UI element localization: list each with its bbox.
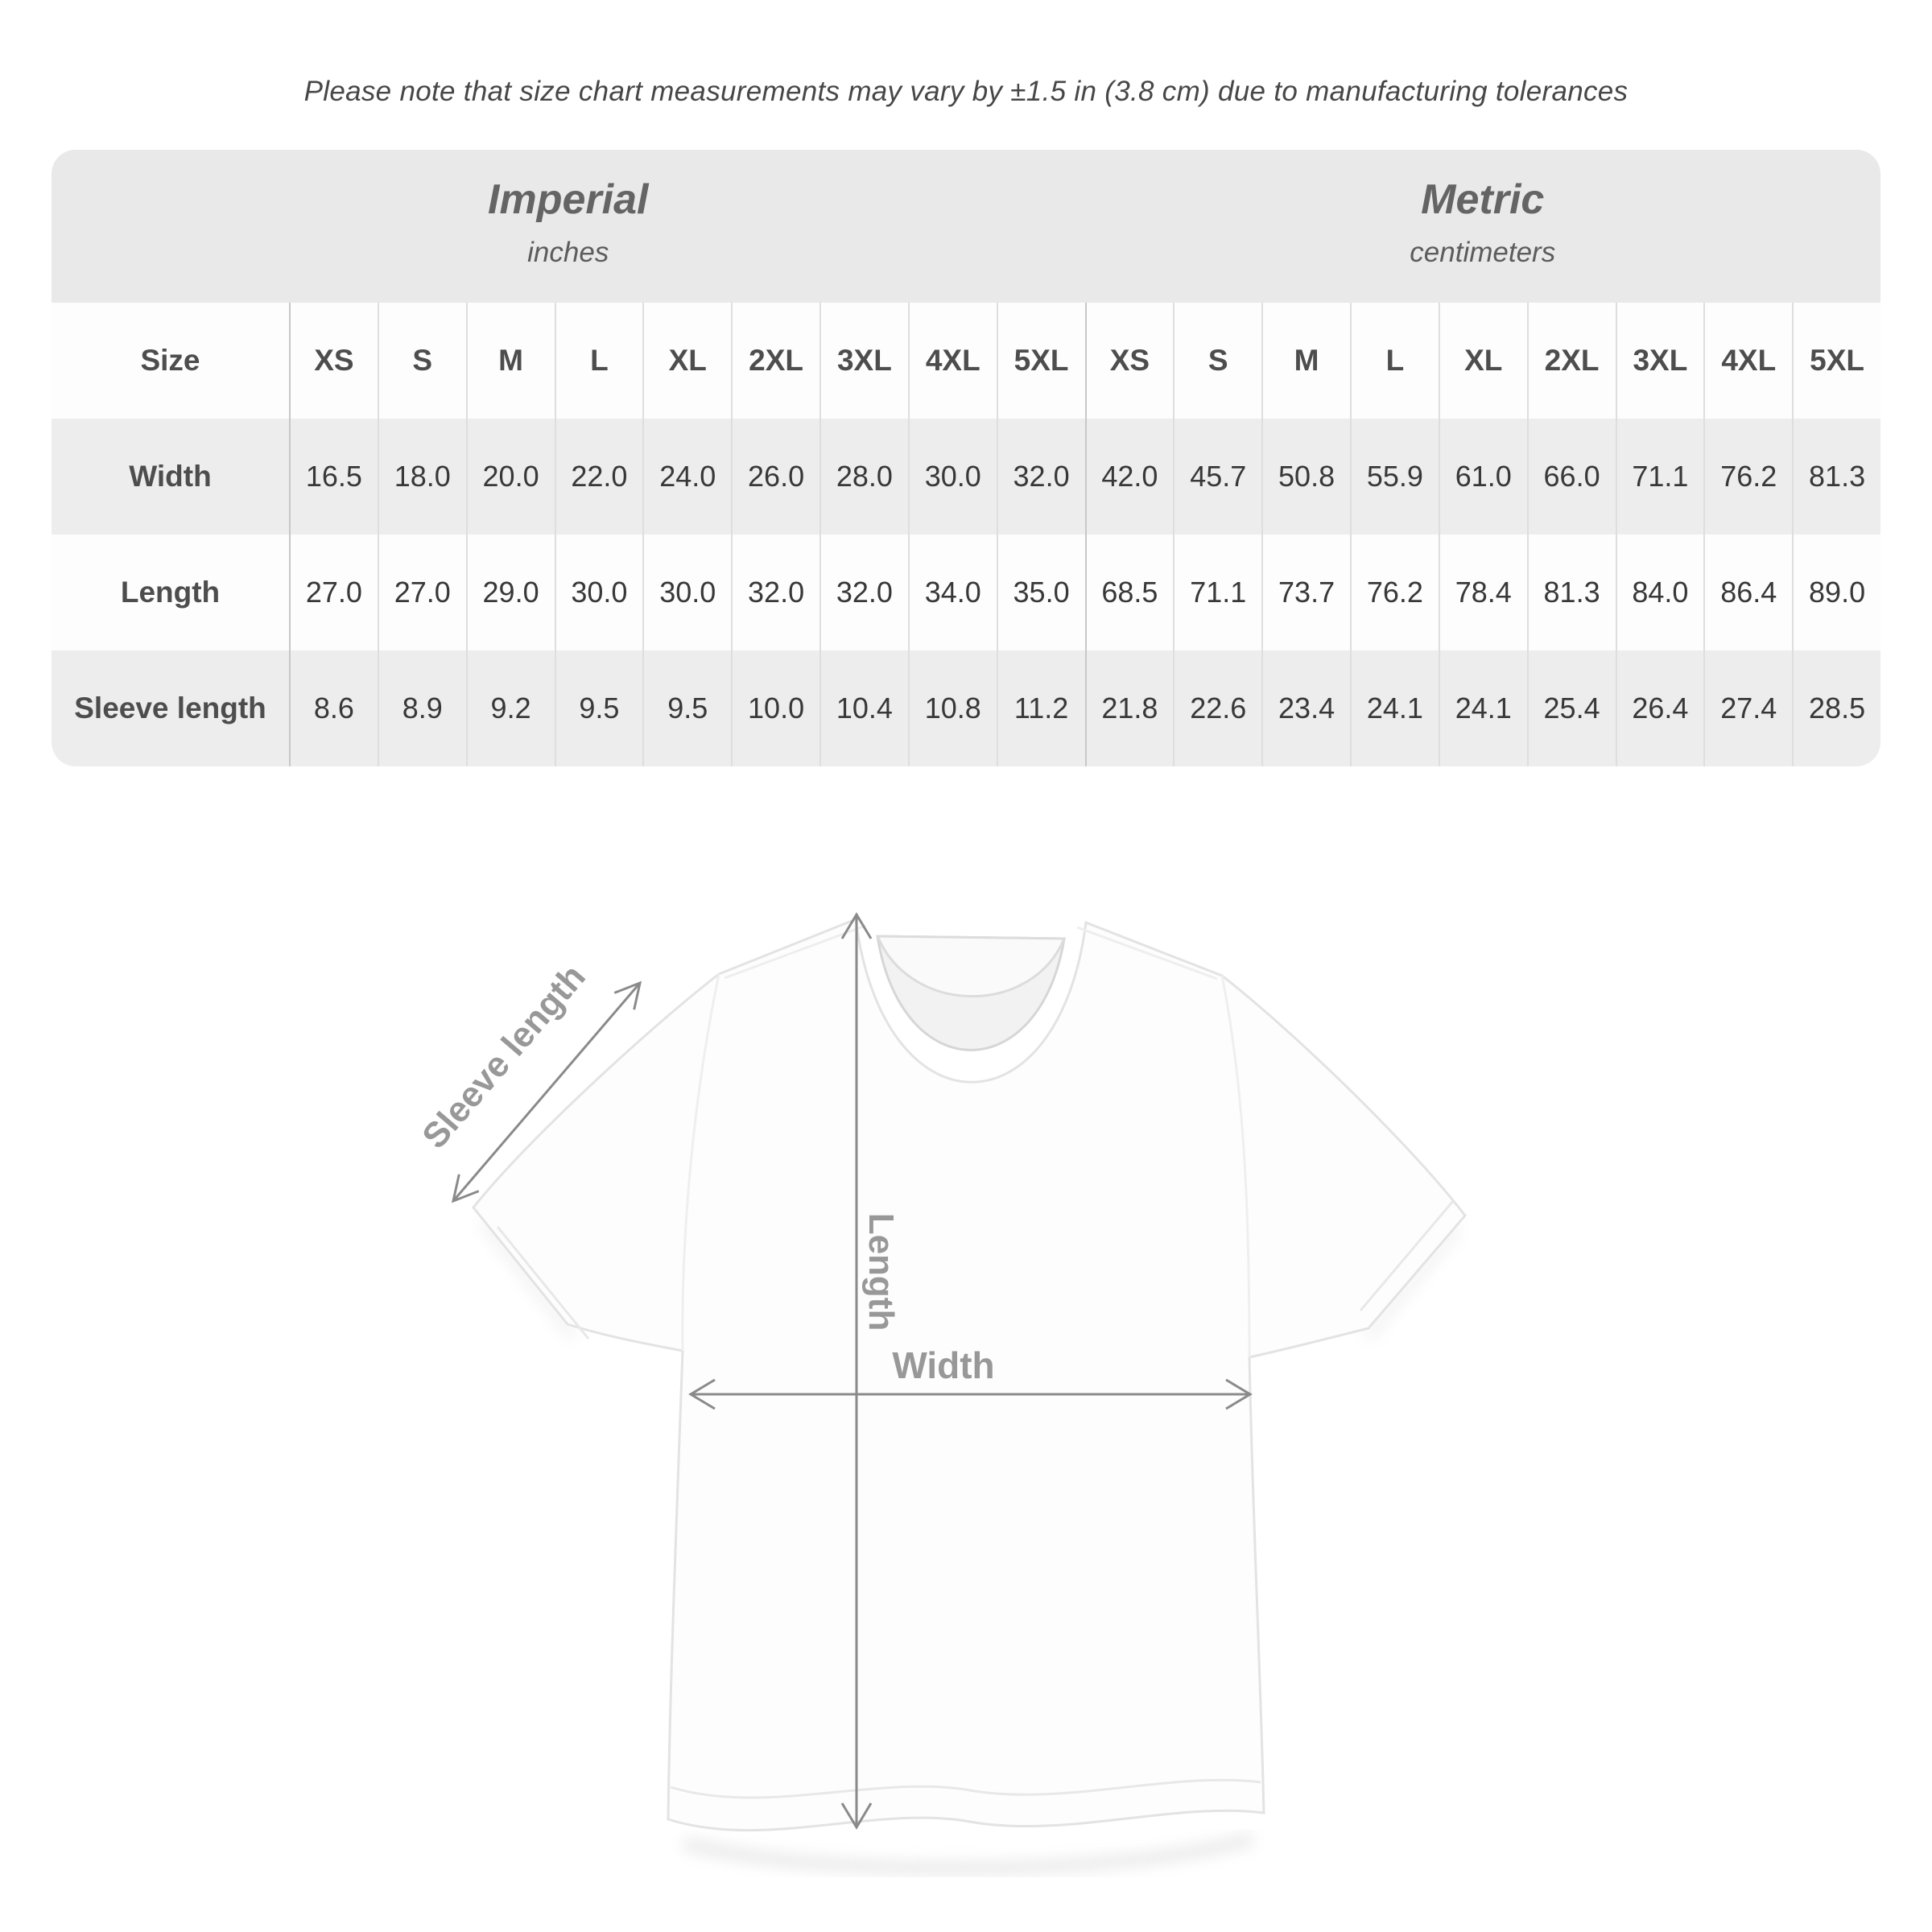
value-cell: 8.6 (289, 650, 378, 766)
value-cell: 55.9 (1350, 419, 1439, 535)
imperial-subtitle: inches (527, 237, 609, 268)
value-cell: 23.4 (1261, 650, 1350, 766)
value-cell: 11.2 (997, 650, 1085, 766)
value-cell: 71.1 (1616, 419, 1704, 535)
sleeve-length-label: Sleeve length (415, 956, 593, 1157)
value-cell: 18.0 (378, 419, 466, 535)
size-header-cell: XL (642, 303, 731, 419)
value-cell: 71.1 (1173, 535, 1261, 650)
value-cell: 8.9 (378, 650, 466, 766)
value-cell: 76.2 (1350, 535, 1439, 650)
value-cell: 10.0 (731, 650, 819, 766)
value-cell: 42.0 (1085, 419, 1174, 535)
size-header-cell: 2XL (731, 303, 819, 419)
size-header-cell: XS (1085, 303, 1174, 419)
value-cell: 22.0 (555, 419, 643, 535)
value-cell: 66.0 (1527, 419, 1616, 535)
value-cell: 22.6 (1173, 650, 1261, 766)
value-cell: 73.7 (1261, 535, 1350, 650)
metric-title: Metric (1421, 176, 1545, 223)
value-cell: 50.8 (1261, 419, 1350, 535)
metric-subtitle: centimeters (1410, 237, 1556, 268)
value-cell: 32.0 (997, 419, 1085, 535)
length-label: Length (861, 1212, 901, 1331)
value-cell: 26.4 (1616, 650, 1704, 766)
value-cell: 9.5 (642, 650, 731, 766)
imperial-title: Imperial (488, 176, 649, 223)
size-header-cell: 5XL (997, 303, 1085, 419)
tolerance-note: Please note that size chart measurements may vary by ±1.5 in (3.8 cm) due to manufacturing tolerances (303, 76, 1629, 107)
size-header-cell: M (466, 303, 555, 419)
measurement-row-label: Width (52, 419, 289, 535)
size-header-cell: M (1261, 303, 1350, 419)
size-header-cell: 5XL (1792, 303, 1880, 419)
value-cell: 32.0 (819, 535, 908, 650)
size-header-cell: L (1350, 303, 1439, 419)
value-cell: 34.0 (908, 535, 997, 650)
size-header-cell: 4XL (908, 303, 997, 419)
size-header-cell: XS (289, 303, 378, 419)
value-cell: 30.0 (642, 535, 731, 650)
value-cell: 61.0 (1439, 419, 1527, 535)
value-cell: 32.0 (731, 535, 819, 650)
value-cell: 81.3 (1527, 535, 1616, 650)
value-cell: 21.8 (1085, 650, 1174, 766)
value-cell: 27.0 (289, 535, 378, 650)
size-header-cell: S (1173, 303, 1261, 419)
size-row-label: Size (140, 344, 200, 377)
value-cell: 45.7 (1173, 419, 1261, 535)
value-cell: 28.0 (819, 419, 908, 535)
value-cell: 20.0 (466, 419, 555, 535)
value-cell: 35.0 (997, 535, 1085, 650)
size-header-cell: 3XL (819, 303, 908, 419)
size-header-cell: 4XL (1703, 303, 1792, 419)
value-cell: 16.5 (289, 419, 378, 535)
measurement-row-label: Sleeve length (52, 650, 289, 766)
value-cell: 24.0 (642, 419, 731, 535)
size-header-cell: 3XL (1616, 303, 1704, 419)
value-cell: 10.8 (908, 650, 997, 766)
value-cell: 10.4 (819, 650, 908, 766)
size-header-cell: XL (1439, 303, 1527, 419)
value-cell: 86.4 (1703, 535, 1792, 650)
value-cell: 30.0 (555, 535, 643, 650)
size-header-cell: L (555, 303, 643, 419)
value-cell: 25.4 (1527, 650, 1616, 766)
size-header-cell: S (378, 303, 466, 419)
value-cell: 68.5 (1085, 535, 1174, 650)
value-cell: 76.2 (1703, 419, 1792, 535)
value-cell: 89.0 (1792, 535, 1880, 650)
value-cell: 84.0 (1616, 535, 1704, 650)
width-label: Width (892, 1344, 995, 1386)
value-cell: 27.0 (378, 535, 466, 650)
value-cell: 29.0 (466, 535, 555, 650)
value-cell: 30.0 (908, 419, 997, 535)
value-cell: 9.5 (555, 650, 643, 766)
size-header-cell: 2XL (1527, 303, 1616, 419)
value-cell: 27.4 (1703, 650, 1792, 766)
value-cell: 81.3 (1792, 419, 1880, 535)
value-cell: 24.1 (1350, 650, 1439, 766)
measurement-row-label: Length (120, 576, 221, 609)
value-cell: 26.0 (731, 419, 819, 535)
value-cell: 78.4 (1439, 535, 1527, 650)
value-cell: 24.1 (1439, 650, 1527, 766)
value-cell: 28.5 (1792, 650, 1880, 766)
value-cell: 9.2 (466, 650, 555, 766)
